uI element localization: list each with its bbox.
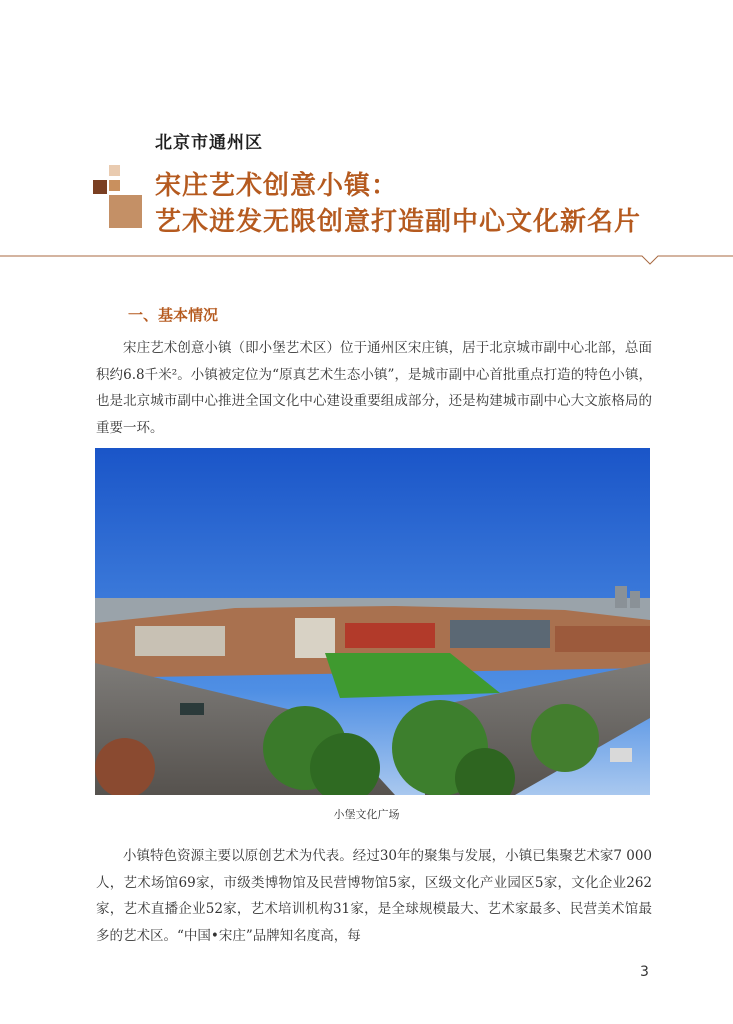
- photo-caption: 小堡文化广场: [333, 808, 400, 821]
- town-square-photo: [95, 448, 650, 795]
- page-title-line-2: 艺术迸发无限创意打造副中心文化新名片: [155, 207, 642, 237]
- region-label: 北京市通州区: [155, 133, 263, 153]
- body-paragraph: 小镇特色资源主要以原创艺术为代表。经过30年的聚集与发展，小镇已集聚艺术家7 000人，艺术场馆69家，市级类博物馆及民营博物馆5家，区级文化产业园区5家，文化企业262家，艺术直播企业52家，艺术培训机构31家，是全球规模最大、艺术家最多、民营美术馆最多的艺术区。“中国•宋庄”品牌知名度高，每: [96, 848, 652, 944]
- page-number: 3: [640, 964, 649, 980]
- body-paragraph: 宋庄艺术创意小镇（即小堡艺术区）位于通州区宋庄镇，居于北京城市副中心北部，总面积约6.8千米²。小镇被定位为“原真艺术生态小镇”，是城市副中心首批重点打造的特色小镇，也是北京城市副中心推进全国文化中心建设重要组成部分，还是构建城市副中心大文旅格局的重要一环。: [96, 340, 652, 436]
- page-title-line-1: 宋庄艺术创意小镇：: [155, 171, 399, 201]
- header-rule: [0, 0, 733, 270]
- section-heading: 一、基本情况: [128, 306, 219, 324]
